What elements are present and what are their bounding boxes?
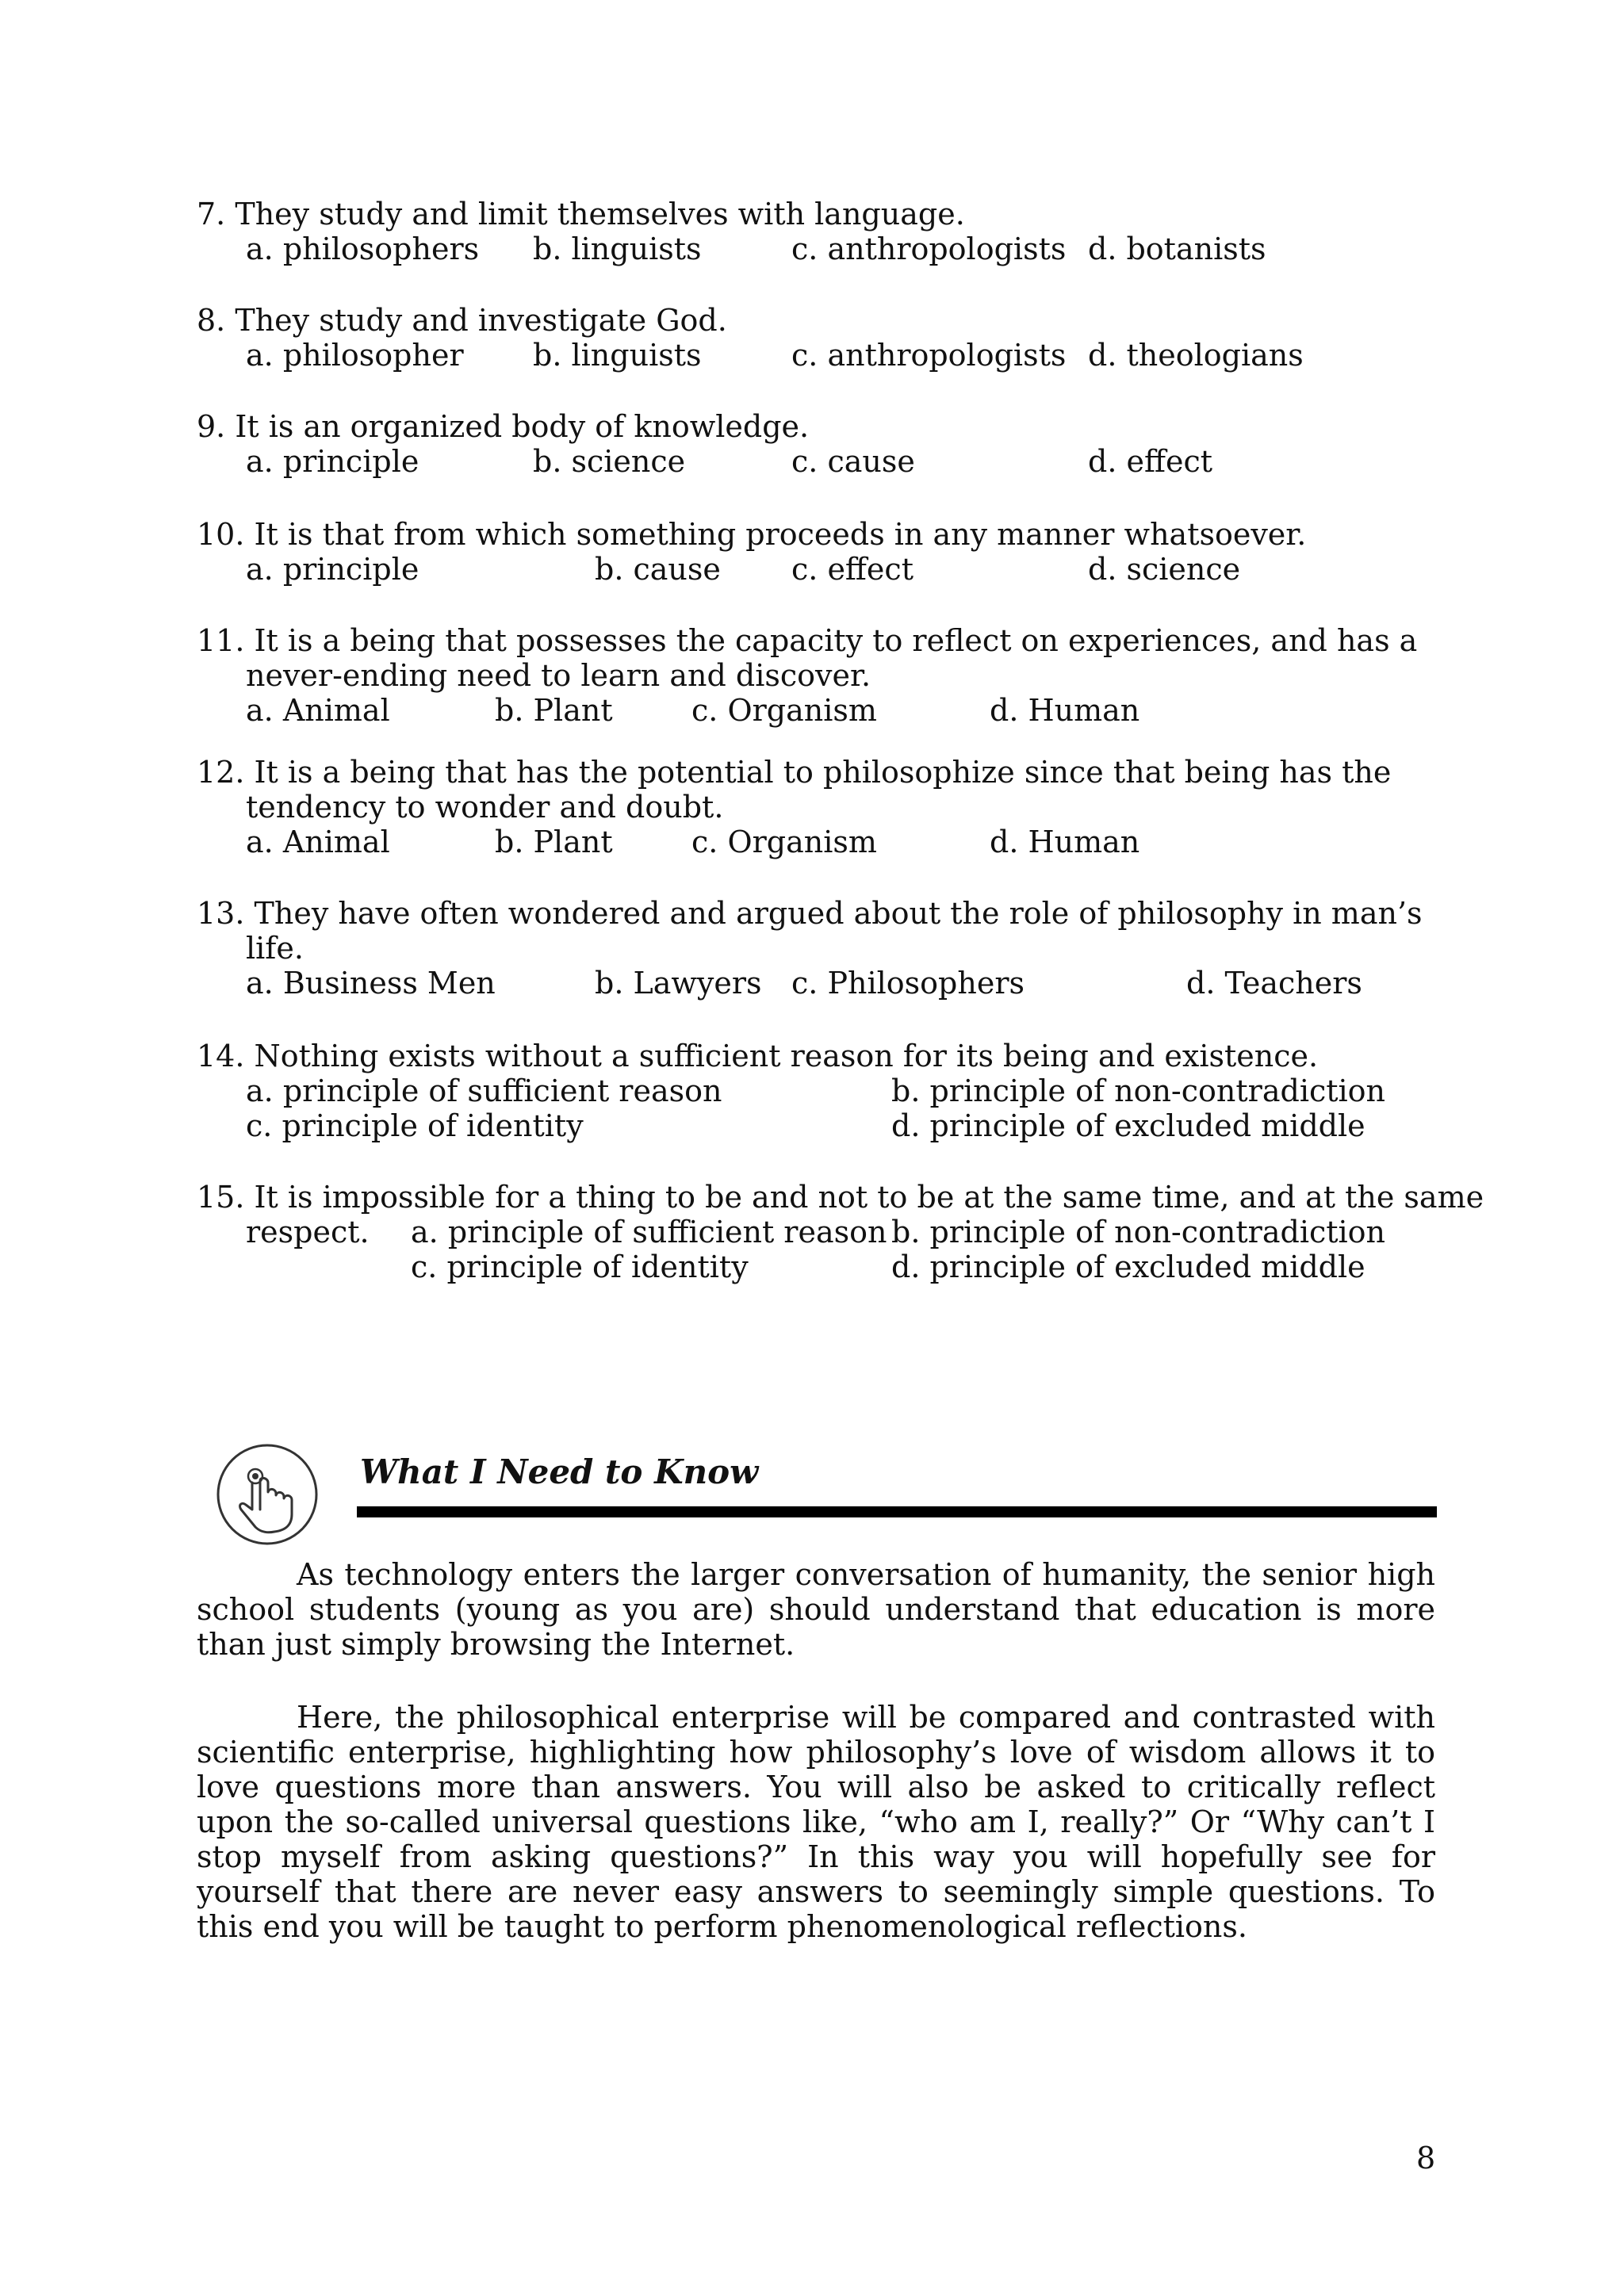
question-stem: 11. It is a being that possesses the capacity to reflect on experiences, and has a <box>197 623 1418 658</box>
question-stem: 7. They study and limit themselves with language. <box>197 197 965 232</box>
option-a: a. principle <box>246 444 419 479</box>
option-d: d. Teachers <box>1186 966 1362 1001</box>
question-stem: 8. They study and investigate God. <box>197 303 727 338</box>
section-title: What I Need to Know <box>360 1452 759 1491</box>
option-b: b. principle of non-contradiction <box>891 1215 1386 1249</box>
option-a: a. principle of sufficient reason <box>246 1073 722 1108</box>
option-d: d. principle of excluded middle <box>891 1249 1365 1284</box>
option-a: a. principle <box>246 552 419 587</box>
option-b: b. linguists <box>533 338 702 373</box>
option-d: d. science <box>1088 552 1241 587</box>
question-stem: 14. Nothing exists without a sufficient reason for its being and existence. <box>197 1039 1319 1073</box>
paragraph-1: As technology enters the larger conversation of humanity, the senior high school students (young as you are) should understand that education is more than just simply browsing the Internet. <box>197 1557 1435 1662</box>
option-c: c. principle of identity <box>411 1249 749 1284</box>
option-a: a. Business Men <box>246 966 496 1001</box>
option-a: a. principle of sufficient reason <box>411 1215 887 1249</box>
option-c: c. Organism <box>691 693 877 728</box>
option-c: c. anthropologists <box>791 338 1067 373</box>
option-c: c. effect <box>791 552 914 587</box>
question-stem: 10. It is that from which something proceeds in any manner whatsoever. <box>197 517 1307 552</box>
option-d: d. Human <box>990 693 1140 728</box>
question-stem: 12. It is a being that has the potential to philosophize since that being has the <box>197 755 1392 790</box>
option-b: b. Plant <box>495 825 613 859</box>
paragraph-2: Here, the philosophical enterprise will be compared and contrasted with scientific enterprise, highlighting how philosophy’s love of wisdom allows it to love questions more than answers. You will also be asked to critically reflect upon the so-called universal questions like, “who am I, really?” Or “Why can’t I stop myself from asking questions?” In this way you will hopefully see for yourself that there are never easy answers to seemingly simple questions. To this end you will be taught to perform phenomenological reflections. <box>197 1700 1435 1944</box>
option-d: d. Human <box>990 825 1140 859</box>
option-d: d. principle of excluded middle <box>891 1108 1365 1143</box>
question-stem-continued: never-ending need to learn and discover. <box>246 658 871 693</box>
option-a: a. philosopher <box>246 338 464 373</box>
option-d: d. botanists <box>1088 232 1266 266</box>
option-b: b. science <box>533 444 686 479</box>
section-header <box>214 1441 1435 1529</box>
page-number: 8 <box>1416 2141 1436 2175</box>
option-d: d. theologians <box>1088 338 1304 373</box>
option-b: b. principle of non-contradiction <box>891 1073 1386 1108</box>
hand-pointer-icon <box>214 1441 320 1548</box>
section-divider <box>357 1506 1437 1517</box>
option-c: c. principle of identity <box>246 1108 584 1143</box>
question-stem-continued: life. <box>246 931 304 966</box>
option-c: c. Philosophers <box>791 966 1025 1001</box>
option-c: c. Organism <box>691 825 877 859</box>
option-c: c. cause <box>791 444 915 479</box>
question-stem: 9. It is an organized body of knowledge. <box>197 409 810 444</box>
question-stem: 13. They have often wondered and argued about the role of philosophy in man’s <box>197 896 1423 931</box>
option-c: c. anthropologists <box>791 232 1067 266</box>
option-b: b. Plant <box>495 693 613 728</box>
question-stem-continued: tendency to wonder and doubt. <box>246 790 724 825</box>
option-a: a. philosophers <box>246 232 480 266</box>
option-a: a. Animal <box>246 825 390 859</box>
option-a: a. Animal <box>246 693 390 728</box>
option-b: b. cause <box>595 552 721 587</box>
question-stem-continued: respect. <box>246 1215 370 1249</box>
option-d: d. effect <box>1088 444 1213 479</box>
option-b: b. linguists <box>533 232 702 266</box>
question-stem: 15. It is impossible for a thing to be and not to be at the same time, and at the same <box>197 1180 1484 1215</box>
option-b: b. Lawyers <box>595 966 762 1001</box>
